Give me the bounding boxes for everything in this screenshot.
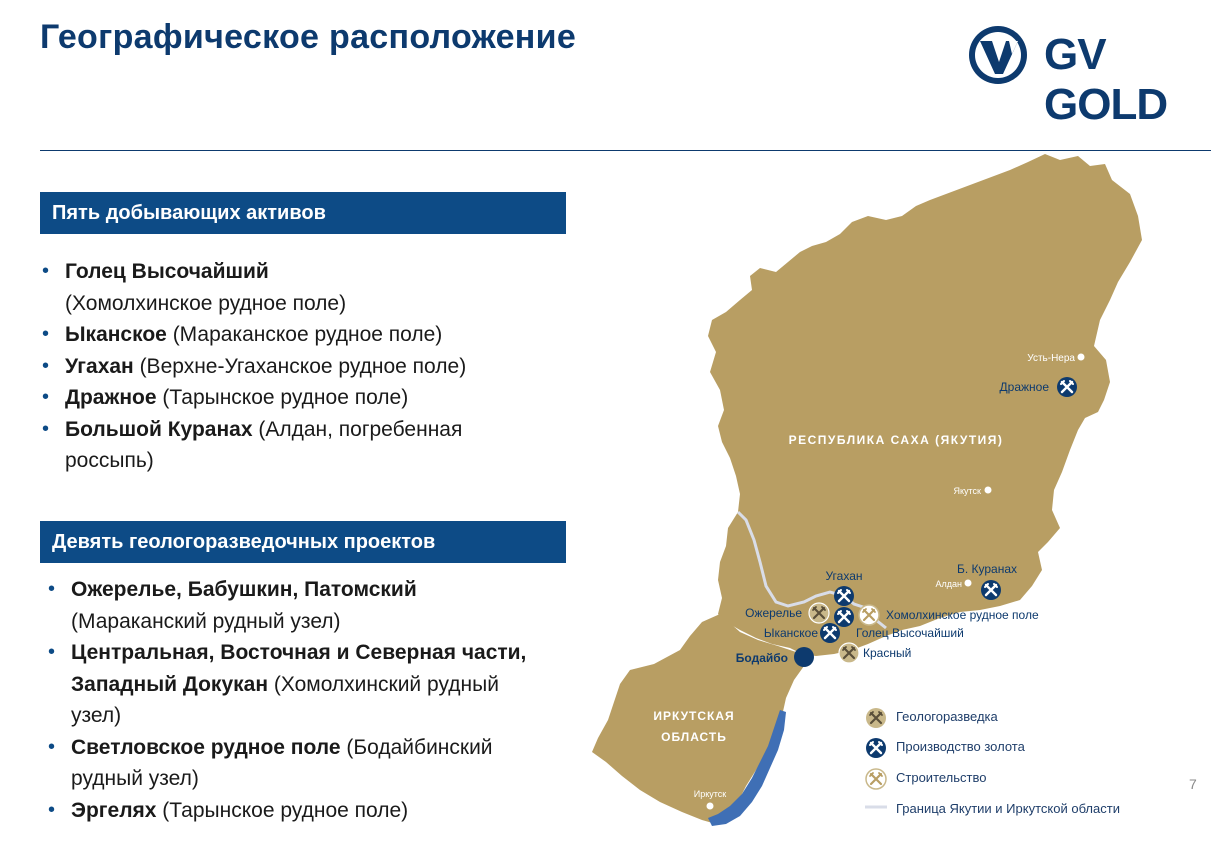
production-assets-list bbox=[40, 256, 540, 477]
project-name: Центральная, Восточная и Северная части, Западный Докукан bbox=[71, 641, 527, 696]
production-icon bbox=[834, 586, 854, 606]
asset-detail: (Тарынское рудное поле) bbox=[156, 386, 409, 409]
city-label-bodaibo: Бодайбо bbox=[735, 651, 788, 665]
site-label-ozherelie: Ожерелье bbox=[745, 606, 802, 620]
region-label-irkutsk-1: ИРКУТСКАЯ bbox=[653, 709, 735, 723]
project-detail: (Бодайбинский рудный узел) bbox=[71, 735, 493, 790]
site-label-drazhnoe: Дражное bbox=[999, 380, 1049, 394]
asset-detail: (Хомолхинское рудное поле) bbox=[65, 291, 347, 315]
site-label-krasny: Красный bbox=[863, 646, 912, 660]
bodaibo-marker bbox=[794, 647, 814, 667]
project-name: Ожерелье, Бабушкин, Патомский bbox=[71, 578, 417, 601]
asset-name: Угахан bbox=[65, 354, 134, 378]
production-icon bbox=[834, 607, 854, 627]
site-label-ugakhan: Угахан bbox=[825, 569, 863, 583]
production-icon bbox=[981, 580, 1001, 600]
asset-detail: (Мараканское рудное поле) bbox=[166, 323, 443, 346]
site-label-ykanskoe: Ыканское bbox=[763, 626, 818, 640]
production-icon bbox=[1057, 377, 1077, 397]
asset-name: Голец Высочайший bbox=[65, 260, 269, 283]
production-icon bbox=[864, 736, 888, 760]
exploration-icon bbox=[809, 603, 829, 623]
list-item bbox=[40, 256, 540, 319]
section-header-production: Пять добывающих активов bbox=[40, 192, 566, 234]
asset-detail: (Алдан, погребенная россыпь) bbox=[65, 417, 463, 472]
asset-name: Ыканское bbox=[65, 323, 167, 346]
city-dot bbox=[707, 803, 714, 810]
page-title: Географическое расположение bbox=[40, 18, 577, 56]
legend-label: Геологоразведка bbox=[896, 709, 998, 724]
construction-icon bbox=[859, 605, 879, 625]
production-icon bbox=[820, 623, 840, 643]
city-label-ust-nera: Усть-Нера bbox=[1027, 353, 1075, 364]
city-dot bbox=[965, 580, 972, 587]
exploration-icon bbox=[864, 706, 888, 730]
border-line-icon bbox=[864, 798, 888, 822]
sakha-territory bbox=[708, 154, 1142, 656]
region-label-sakha: РЕСПУБЛИКА САХА (ЯКУТИЯ) bbox=[788, 433, 1004, 447]
site-label-golets: Голец Высочайший bbox=[856, 626, 964, 640]
asset-name: Дражное bbox=[65, 386, 157, 409]
list-item bbox=[46, 732, 546, 795]
site-label-khomolkhino: Хомолхинское рудное поле bbox=[886, 608, 1039, 622]
city-label-yakutsk: Якутск bbox=[953, 486, 981, 496]
list-item bbox=[46, 637, 546, 732]
region-label-irkutsk-2: ОБЛАСТЬ bbox=[661, 730, 727, 744]
city-dot bbox=[1078, 354, 1085, 361]
exploration-projects-list bbox=[46, 574, 546, 826]
list-item bbox=[40, 351, 540, 383]
asset-detail: (Верхне-Угаханское рудное поле) bbox=[133, 354, 467, 378]
site-label-kuranakh: Б. Куранах bbox=[956, 562, 1018, 576]
city-label-aldan: Алдан bbox=[935, 579, 962, 589]
legend-label: Строительство bbox=[896, 770, 987, 785]
exploration-icon bbox=[839, 643, 859, 663]
list-item bbox=[40, 414, 535, 477]
construction-icon bbox=[864, 767, 888, 791]
legend-label: Производство золота bbox=[896, 739, 1025, 754]
project-name: Эргелях bbox=[71, 798, 157, 822]
list-item bbox=[40, 382, 540, 414]
project-detail: (Мараканский рудный узел) bbox=[71, 609, 341, 633]
project-detail: (Хомолхинский рудный узел) bbox=[71, 672, 499, 727]
project-name: Светловское рудное поле bbox=[71, 735, 341, 759]
list-item bbox=[46, 795, 546, 827]
list-item bbox=[40, 319, 540, 351]
page-number: 7 bbox=[1189, 776, 1197, 792]
asset-name: Большой Куранах bbox=[65, 417, 253, 441]
list-item bbox=[46, 574, 546, 637]
city-label-irkutsk: Иркутск bbox=[693, 789, 727, 799]
section-header-exploration: Девять геологоразведочных проектов bbox=[40, 521, 566, 563]
project-detail: (Тарынское рудное поле) bbox=[156, 798, 409, 822]
gv-gold-logo bbox=[968, 24, 1218, 129]
legend-label: Граница Якутии и Иркутской области bbox=[896, 801, 1120, 816]
logo-icon bbox=[968, 24, 1032, 88]
logo-text: GV GOLD bbox=[1044, 30, 1168, 129]
city-dot bbox=[985, 487, 992, 494]
